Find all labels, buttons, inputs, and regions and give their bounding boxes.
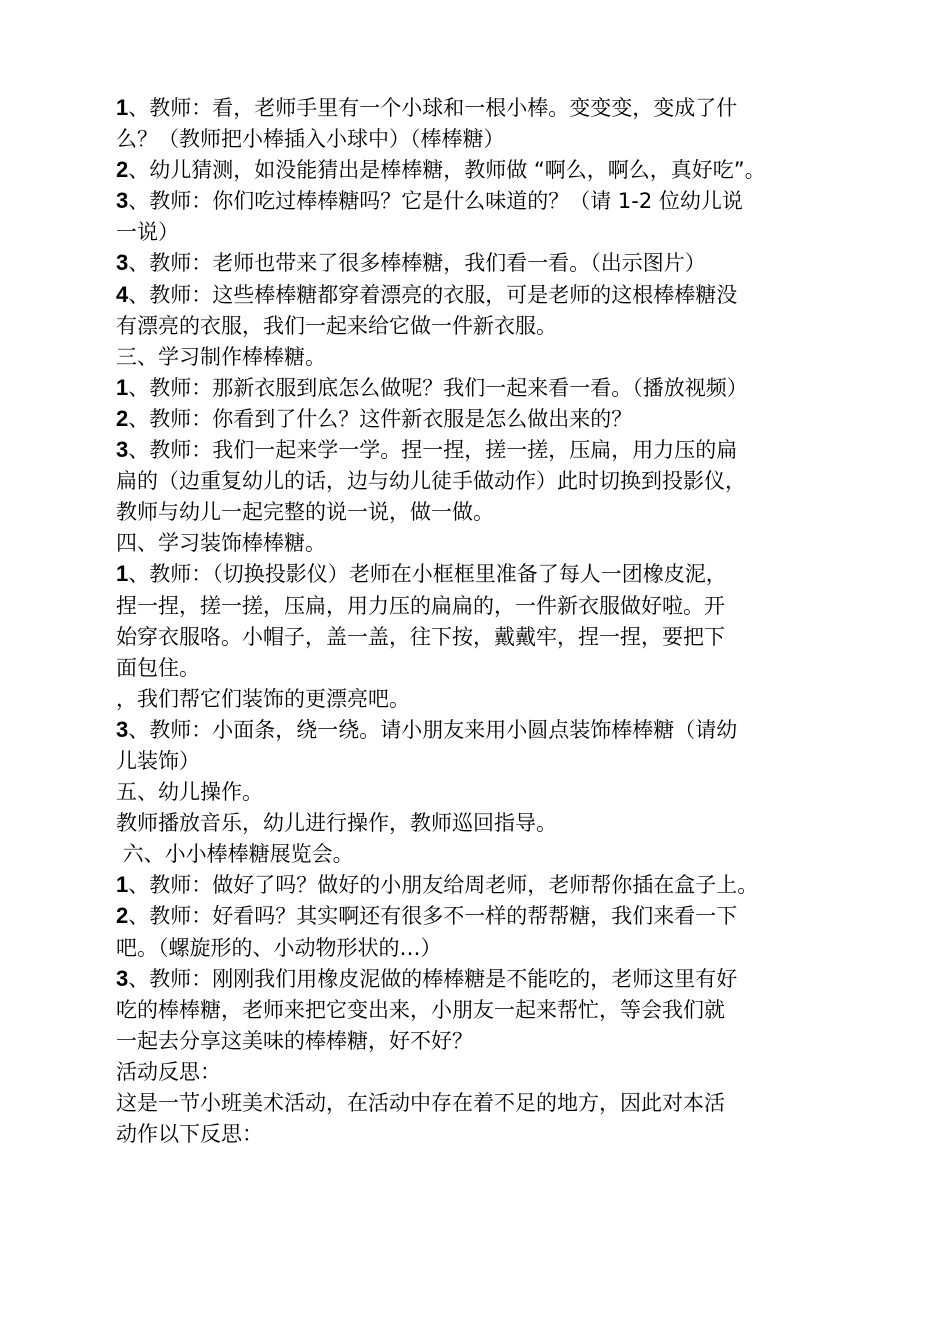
line-text: 教师播放音乐，幼儿进行操作，教师巡回指导。 bbox=[116, 811, 557, 836]
line-text: 教师与幼儿一起完整的说一说，做一做。 bbox=[116, 500, 494, 525]
line-text: 、教师：我们一起来学一学。捏一捏，搓一搓，压扁，用力压的扁 bbox=[128, 438, 738, 463]
step-number: 1 bbox=[116, 374, 129, 400]
text-line bbox=[116, 372, 896, 403]
line-text: 么？（教师把小棒插入小球中）（棒棒糖） bbox=[116, 127, 505, 152]
step-number: 3 bbox=[116, 716, 129, 742]
line-text: 有漂亮的衣服，我们一起来给它做一件新衣服。 bbox=[116, 313, 557, 338]
line-text: 一说） bbox=[116, 220, 179, 245]
line-text: 、教师：这些棒棒糖都穿着漂亮的衣服，可是老师的这根棒棒糖没 bbox=[128, 282, 738, 307]
line-text: 、教师：小面条，绕一绕。请小朋友来用小圆点装饰棒棒糖（请幼 bbox=[128, 717, 738, 742]
text-line bbox=[116, 621, 896, 652]
line-text: 这是一节小班美术活动，在活动中存在着不足的地方，因此对本活 bbox=[116, 1091, 725, 1115]
line-text: 、教师：老师也带来了很多棒棒糖，我们看一看。（出示图片） bbox=[128, 251, 706, 276]
text-line bbox=[116, 652, 896, 683]
line-text: 四、学习装饰棒棒糖。 bbox=[116, 531, 326, 556]
line-text: 扁的（边重复幼儿的话，边与幼儿徒手做动作）此时切换到投影仪， bbox=[116, 469, 746, 494]
step-number: 1 bbox=[116, 95, 129, 120]
document-body bbox=[116, 92, 896, 1149]
step-number: 3 bbox=[116, 250, 129, 276]
line-text: ，我们帮它们装饰的更漂亮吧。 bbox=[116, 686, 410, 711]
line-text: 活动反思： bbox=[116, 1059, 221, 1084]
line-text: 、教师：（切换投影仪）老师在小框框里准备了每人一团橡皮泥， bbox=[128, 562, 727, 587]
step-number: 3 bbox=[116, 437, 129, 463]
section-heading bbox=[116, 776, 896, 807]
line-text: 、幼儿猜测，如没能猜出是棒棒糖，教师做 “啊么，啊么，真好吃”。 bbox=[128, 158, 766, 183]
text-line bbox=[116, 963, 896, 994]
line-text: 、教师：你看到了什么？这件新衣服是怎么做出来的？ bbox=[128, 406, 633, 431]
step-number: 3 bbox=[116, 188, 129, 214]
text-line bbox=[116, 279, 896, 310]
line-text: 动作以下反思： bbox=[116, 1122, 263, 1147]
line-text: 一起去分享这美味的棒棒糖，好不好？ bbox=[116, 1028, 473, 1053]
line-text: 吃的棒棒糖，老师来把它变出来，小朋友一起来帮忙，等会我们就 bbox=[116, 997, 725, 1022]
text-line bbox=[116, 683, 896, 714]
step-number: 2 bbox=[116, 405, 129, 431]
text-line bbox=[116, 869, 896, 900]
text-line bbox=[116, 900, 896, 931]
section-heading bbox=[116, 341, 896, 372]
step-number: 4 bbox=[116, 281, 129, 307]
line-text: 吧。（螺旋形的、小动物形状的…） bbox=[116, 935, 442, 960]
line-text: 面包住。 bbox=[116, 655, 200, 680]
text-line bbox=[116, 932, 896, 963]
line-text: 、教师：好看吗？其实啊还有很多不一样的帮帮糖，我们来看一下 bbox=[128, 904, 738, 929]
text-line bbox=[116, 994, 896, 1025]
line-text: 六、小小棒棒糖展览会。 bbox=[116, 842, 354, 867]
text-line bbox=[116, 434, 896, 465]
section-heading bbox=[116, 527, 896, 558]
text-line bbox=[116, 92, 896, 123]
step-number: 2 bbox=[116, 903, 129, 929]
text-line bbox=[116, 496, 896, 527]
section-heading bbox=[116, 838, 896, 869]
line-text: 三、学习制作棒棒糖。 bbox=[116, 344, 326, 369]
line-text: 、教师：做好了吗？做好的小朋友给周老师，老师帮你插在盒子上。 bbox=[128, 873, 759, 898]
text-line bbox=[116, 807, 896, 838]
line-text: 五、幼儿操作。 bbox=[116, 780, 263, 805]
line-text: 、教师：你们吃过棒棒糖吗？它是什么味道的？（请 1-2 位幼儿说 bbox=[128, 189, 743, 214]
section-heading bbox=[116, 1056, 896, 1087]
step-number: 2 bbox=[116, 157, 129, 183]
text-line bbox=[116, 558, 896, 589]
step-number: 3 bbox=[116, 965, 129, 991]
text-line bbox=[116, 590, 896, 621]
line-text: 捏一捏，搓一搓，压扁，用力压的扁扁的，一件新衣服做好啦。开 bbox=[116, 593, 725, 618]
line-text: 、教师：刚刚我们用橡皮泥做的棒棒糖是不能吃的，老师这里有好 bbox=[128, 966, 738, 991]
text-line bbox=[116, 154, 896, 185]
text-line bbox=[116, 247, 896, 278]
text-line bbox=[116, 1087, 896, 1118]
text-line bbox=[116, 1025, 896, 1056]
text-line bbox=[116, 216, 896, 247]
line-text: 儿装饰） bbox=[116, 748, 200, 773]
text-line bbox=[116, 403, 896, 434]
line-text: 、教师：那新衣服到底怎么做呢？我们一起来看一看。（播放视频） bbox=[128, 375, 748, 400]
text-line bbox=[116, 745, 896, 776]
text-line bbox=[116, 714, 896, 745]
text-line bbox=[116, 1118, 896, 1149]
line-text: 、教师：看，老师手里有一个小球和一根小棒。变变变，变成了什 bbox=[128, 96, 738, 120]
text-line bbox=[116, 123, 896, 154]
step-number: 1 bbox=[116, 561, 129, 587]
step-number: 1 bbox=[116, 872, 129, 898]
line-text: 始穿衣服咯。小帽子，盖一盖，往下按，戴戴牢，捏一捏，要把下 bbox=[116, 624, 725, 649]
text-line bbox=[116, 465, 896, 496]
text-line bbox=[116, 310, 896, 341]
text-line bbox=[116, 185, 896, 216]
